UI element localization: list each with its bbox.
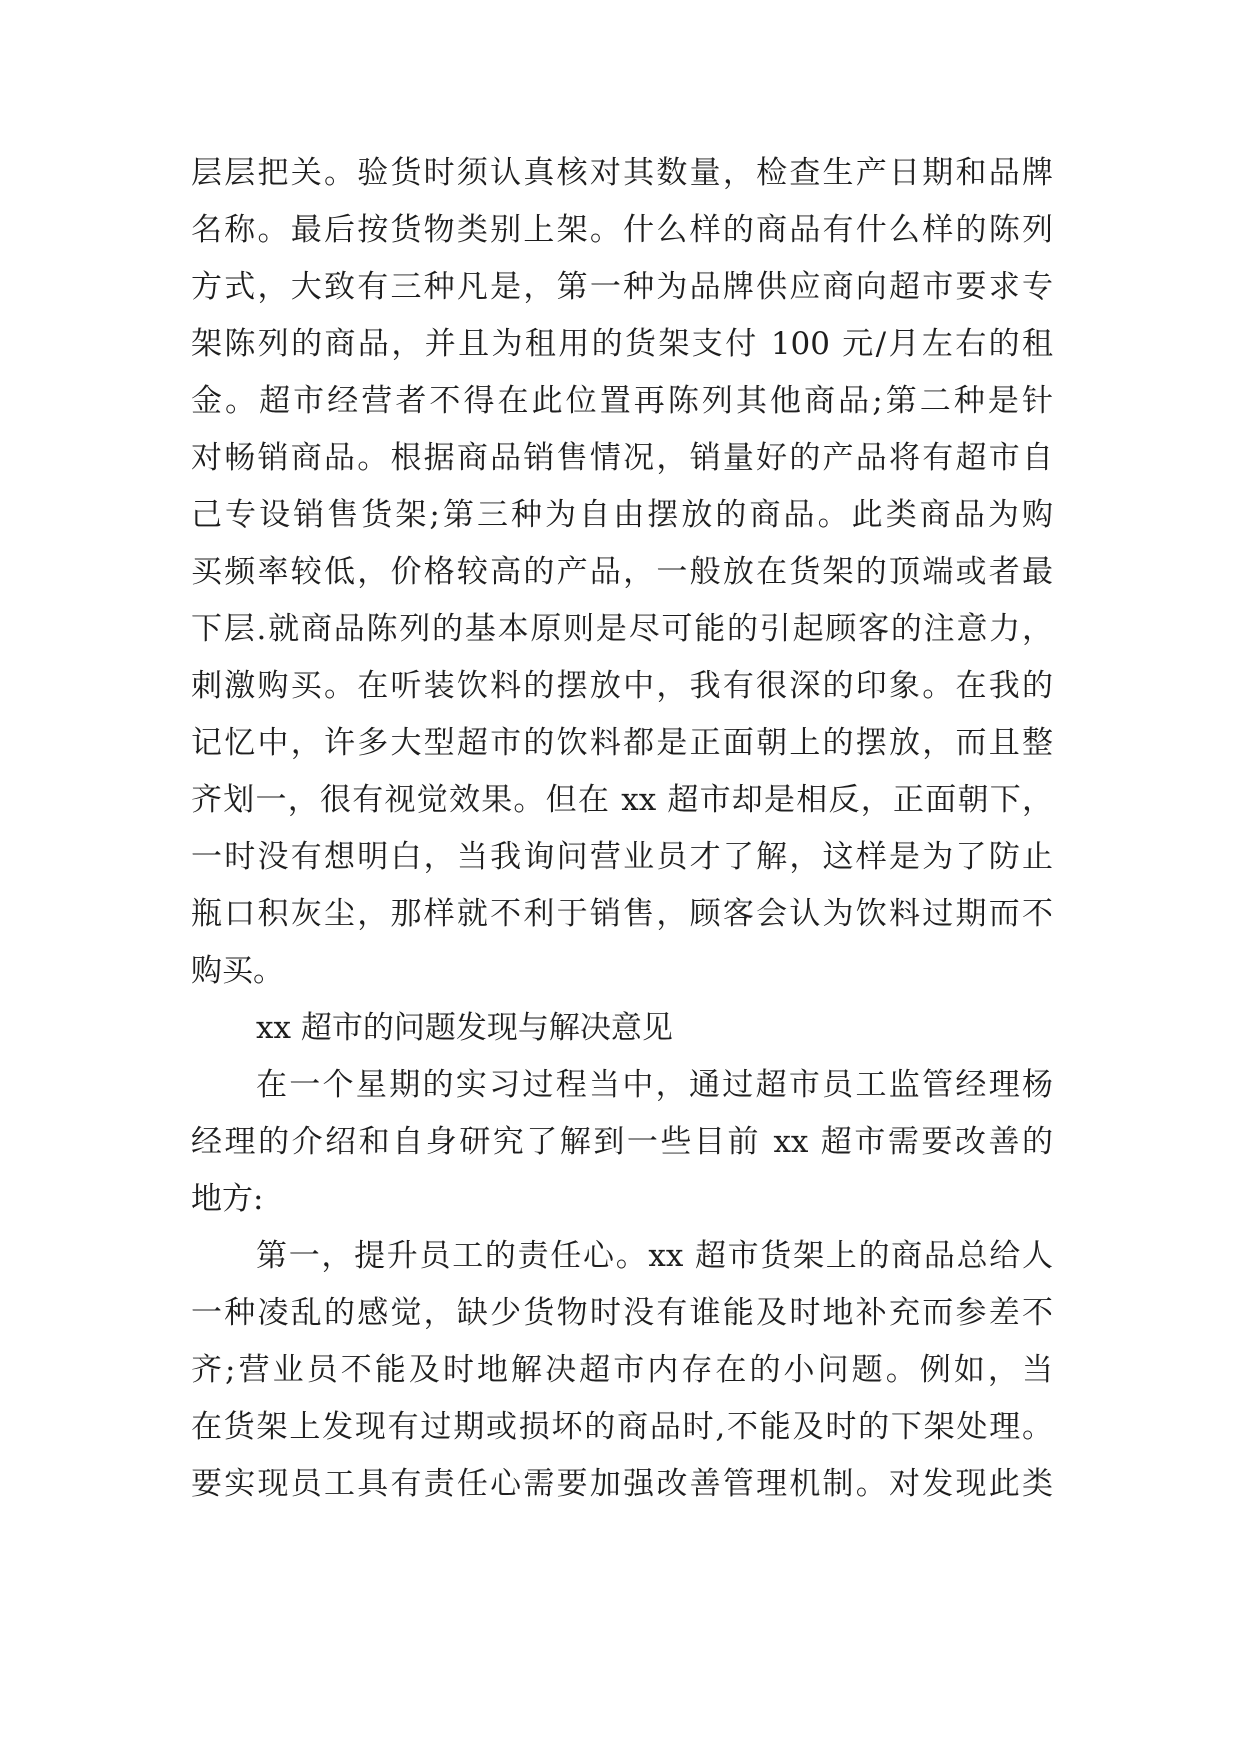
paragraph-line: 第一，提升员工的责任心。xx 超市货架上的商品总给人: [256, 1238, 1053, 1274]
paragraph-line: 对畅销商品。根据商品销售情况，销量好的产品将有超市自: [191, 440, 1053, 476]
paragraph-line: 在货架上发现有过期或损坏的商品时,不能及时的下架处理。: [191, 1409, 1053, 1445]
paragraph-line: 记忆中，许多大型超市的饮料都是正面朝上的摆放，而且整: [191, 725, 1053, 761]
paragraph-line: 下层.就商品陈列的基本原则是尽可能的引起顾客的注意力，: [191, 611, 1053, 647]
paragraph-line: 地方:: [191, 1181, 264, 1217]
paragraph-line: 购买。: [191, 953, 284, 989]
paragraph-line: 层层把关。验货时须认真核对其数量，检查生产日期和品牌: [191, 155, 1053, 191]
paragraph-line: 瓶口积灰尘，那样就不利于销售，顾客会认为饮料过期而不: [191, 896, 1053, 932]
paragraph-line: 一种凌乱的感觉，缺少货物时没有谁能及时地补充而参差不: [191, 1295, 1053, 1331]
paragraph-line: 架陈列的商品，并且为租用的货架支付 100 元/月左右的租: [191, 326, 1053, 362]
paragraph-line: 要实现员工具有责任心需要加强改善管理机制。对发现此类: [191, 1466, 1053, 1502]
paragraph-line: 齐;营业员不能及时地解决超市内存在的小问题。例如，当: [191, 1352, 1053, 1388]
paragraph-line: 刺激购买。在听装饮料的摆放中，我有很深的印象。在我的: [191, 668, 1053, 704]
paragraph-line: 名称。最后按货物类别上架。什么样的商品有什么样的陈列: [191, 212, 1053, 248]
paragraph-line: 方式，大致有三种凡是，第一种为品牌供应商向超市要求专: [191, 269, 1053, 305]
paragraph-line: 在一个星期的实习过程当中，通过超市员工监管经理杨: [256, 1067, 1053, 1103]
paragraph-line: 买频率较低，价格较高的产品，一般放在货架的顶端或者最: [191, 554, 1053, 590]
paragraph-line: 一时没有想明白，当我询问营业员才了解，这样是为了防止: [191, 839, 1053, 875]
paragraph-line: 经理的介绍和自身研究了解到一些目前 xx 超市需要改善的: [191, 1124, 1053, 1160]
paragraph-line: 齐划一，很有视觉效果。但在 xx 超市却是相反，正面朝下，: [191, 782, 1053, 818]
paragraph-line: 金。超市经营者不得在此位置再陈列其他商品;第二种是针: [191, 383, 1053, 419]
paragraph-line: 己专设销售货架;第三种为自由摆放的商品。此类商品为购: [191, 497, 1053, 533]
section-heading: xx 超市的问题发现与解决意见: [256, 1010, 673, 1046]
